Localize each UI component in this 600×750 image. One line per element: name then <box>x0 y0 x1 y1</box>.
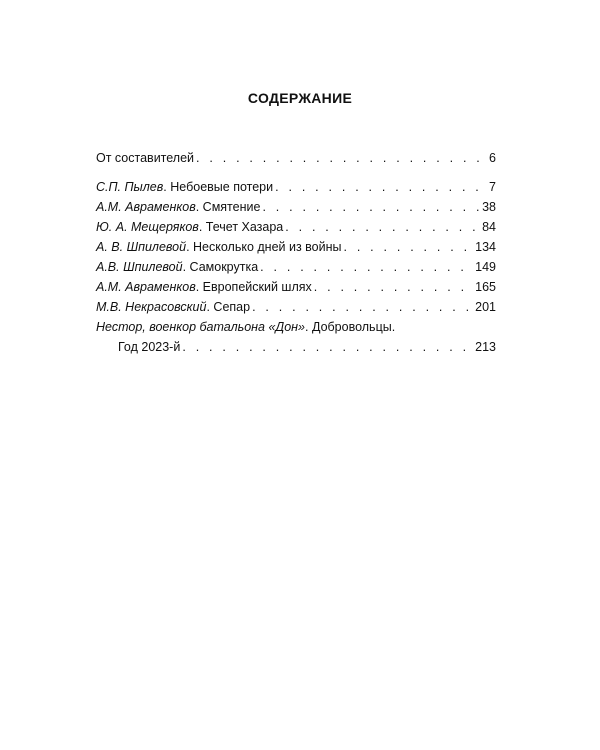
toc-entry-page: 6 <box>489 151 496 165</box>
toc-entry-page: 134 <box>475 240 496 254</box>
toc-entry-author: Ю. А. Мещеряков <box>96 220 199 234</box>
dot-leader <box>182 337 473 357</box>
toc-entry: А.М. Авраменков. Европейский шлях . . . 165 <box>96 277 496 297</box>
toc-entry-title: Самокрутка <box>189 260 259 274</box>
dot-leader <box>196 148 487 168</box>
toc-entry: М.В. Некрасовский. Сепар . . . 201 <box>96 297 496 317</box>
toc-entry-title: Смятение <box>202 200 261 214</box>
toc-entry: А.М. Авраменков. Смятение . . . 38 <box>96 197 496 217</box>
toc-entry: Ю. А. Мещеряков. Течет Хазара . . . 84 <box>96 217 496 237</box>
toc-entry: Нестор, военкор батальона «Дон». Добровольцы. <box>96 320 396 334</box>
toc-entry-author: А.М. Авраменков <box>96 280 196 294</box>
toc-entry-title: Несколько дней из войны <box>193 240 342 254</box>
dot-leader <box>260 257 473 277</box>
toc-entry-author: А. В. Шпилевой <box>96 240 187 254</box>
dot-leader <box>285 217 480 237</box>
toc-entry-title: Европейский шлях <box>202 280 312 294</box>
toc-entry-page: 84 <box>482 220 496 234</box>
toc-entry-author: М.В. Некрасовский <box>96 300 207 314</box>
toc-entry-page: 201 <box>475 300 496 314</box>
dot-leader <box>343 237 473 257</box>
toc-entry-title: Добровольцы. <box>311 320 396 334</box>
toc-entry: С.П. Пылев. Небоевые потери . . . 7 <box>96 177 496 197</box>
dot-leader <box>275 177 487 197</box>
toc-entry-title: Небоевые потери <box>170 180 274 194</box>
toc-entry-continuation <box>96 337 496 357</box>
toc-entry-author: А.М. Авраменков <box>96 200 196 214</box>
table-of-contents <box>96 148 496 357</box>
toc-entry-page: 7 <box>489 180 496 194</box>
toc-entry-page: 213 <box>475 340 496 354</box>
toc-entry-page: 149 <box>475 260 496 274</box>
dot-leader <box>252 297 473 317</box>
toc-entry <box>96 148 496 168</box>
toc-entry-title-continued: Год 2023-й <box>118 340 181 354</box>
toc-entry-title: Течет Хазара <box>205 220 284 234</box>
page-title: СОДЕРЖАНИЕ <box>247 90 353 106</box>
toc-entry: А.В. Шпилевой. Самокрутка . . . 149 <box>96 257 496 277</box>
toc-entry-author: А.В. Шпилевой <box>96 260 183 274</box>
toc-entry: А. В. Шпилевой. Несколько дней из войны . . . 134 <box>96 237 496 257</box>
toc-entry-title: От составителей <box>96 151 195 165</box>
toc-entry-page: 165 <box>475 280 496 294</box>
toc-entry-author: С.П. Пылев <box>96 180 164 194</box>
dot-leader <box>314 277 473 297</box>
toc-entry-page: 38 <box>482 200 496 214</box>
toc-entry-title: Сепар <box>213 300 251 314</box>
dot-leader <box>262 197 480 217</box>
toc-entry-author: Нестор, военкор батальона «Дон» <box>96 320 306 334</box>
